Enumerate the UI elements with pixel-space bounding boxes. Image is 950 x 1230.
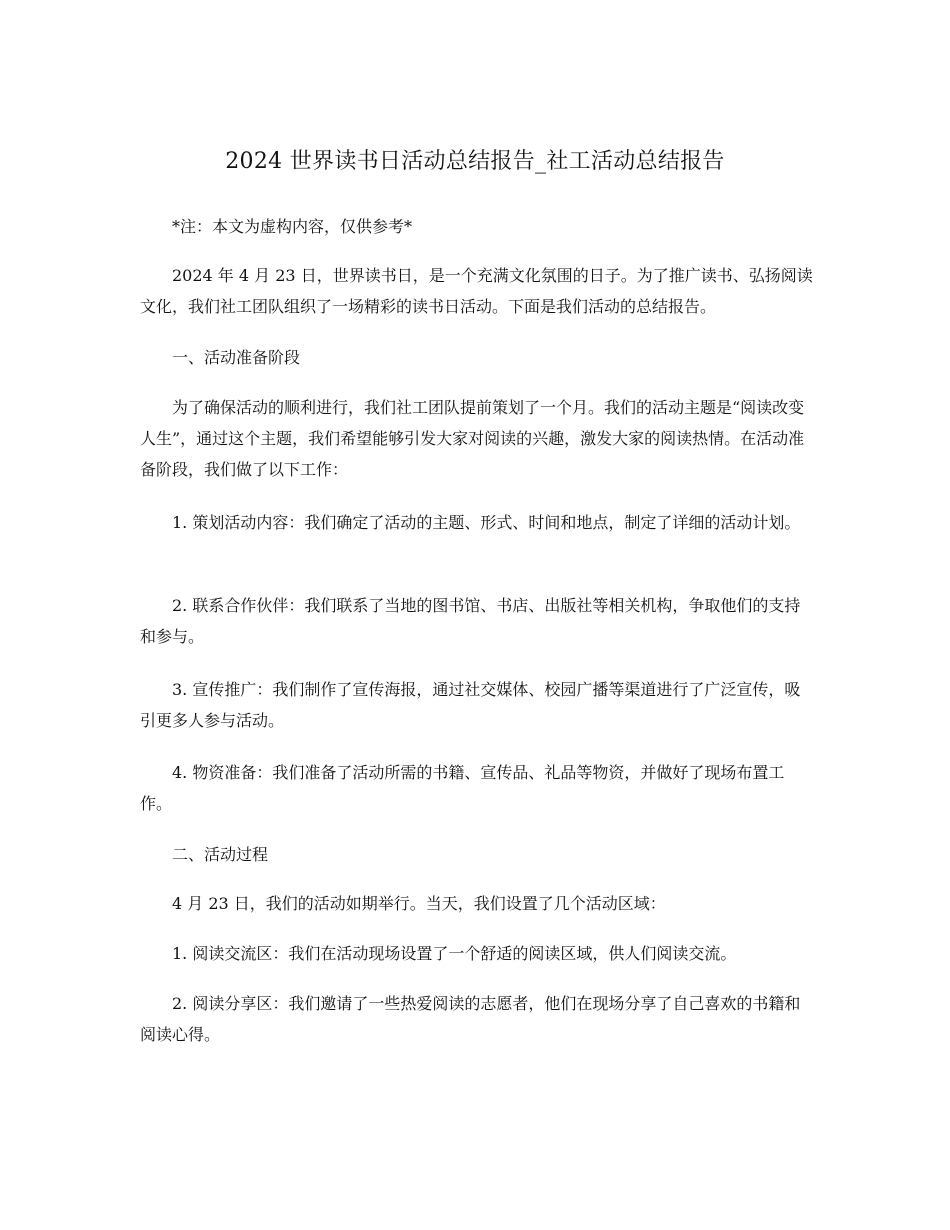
list-item-promotion: 3. 宣传推广：我们制作了宣传海报，通过社交媒体、校园广播等渠道进行了广泛宣传，吸引更多人参与活动。 — [140, 680, 801, 730]
section-heading-preparation: 一、活动准备阶段 — [172, 348, 301, 367]
paragraph-intro: 2024 年 4 月 23 日，世界读书日，是一个充满文化氛围的日子。为了推广读书、弘扬阅读文化，我们社工团队组织了一场精彩的读书日活动。下面是我们活动的总结报告。 — [140, 266, 813, 316]
document-title: 2024 世界读书日活动总结报告_社工活动总结报告 — [225, 149, 725, 174]
paragraph-preparation: 为了确保活动的顺利进行，我们社工团队提前策划了一个月。我们的活动主题是“阅读改变人生”，通过这个主题，我们希望能够引发大家对阅读的兴趣，激发大家的阅读热情。在活动准备阶段，我们做了以下工作： — [140, 398, 805, 479]
list-item-reading-sharing: 2. 阅读分享区：我们邀请了一些热爱阅读的志愿者，他们在现场分享了自己喜欢的书籍和阅读心得。 — [140, 994, 801, 1044]
list-item-plan-content: 1. 策划活动内容：我们确定了活动的主题、形式、时间和地点，制定了详细的活动计划。 — [172, 513, 801, 532]
list-item-materials: 4. 物资准备：我们准备了活动所需的书籍、宣传品、礼品等物资，并做好了现场布置工作。 — [140, 763, 785, 813]
list-item-partners: 2. 联系合作伙伴：我们联系了当地的图书馆、书店、出版社等相关机构，争取他们的支持和参与。 — [140, 596, 801, 646]
paragraph-process: 4 月 23 日，我们的活动如期举行。当天，我们设置了几个活动区域： — [172, 894, 666, 913]
list-item-reading-exchange: 1. 阅读交流区：我们在活动现场设置了一个舒适的阅读区域，供人们阅读交流。 — [172, 944, 737, 963]
section-heading-process: 二、活动过程 — [172, 845, 269, 864]
disclaimer-note: *注：本文为虚构内容，仅供参考* — [172, 217, 413, 236]
